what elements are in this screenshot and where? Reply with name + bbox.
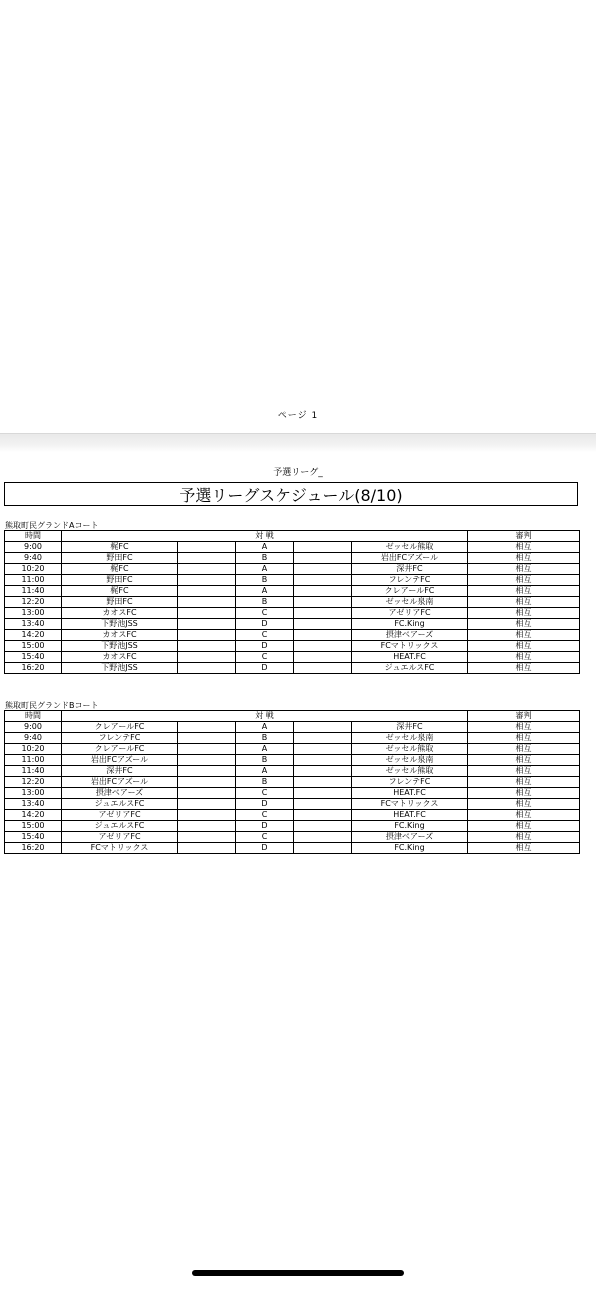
away-team: 深井FC [352,722,468,733]
match-time: 13:00 [5,788,62,799]
spacer-cell [178,608,236,619]
referee: 相互 [468,608,580,619]
home-team: 野田FC [62,575,178,586]
spacer-cell [178,641,236,652]
spacer-cell [294,744,352,755]
spacer-cell [294,843,352,854]
spacer-cell [178,663,236,674]
court-b-schedule-table [4,710,580,854]
away-team: ゼッセル熊取 [352,766,468,777]
away-team: 岩出FCアズール [352,553,468,564]
away-team: FCマトリックス [352,641,468,652]
group-label: A [236,564,294,575]
away-team: フレンテFC [352,575,468,586]
match-time: 10:20 [5,564,62,575]
match-time: 13:00 [5,608,62,619]
away-team: HEAT.FC [352,788,468,799]
referee: 相互 [468,766,580,777]
match-time: 14:20 [5,630,62,641]
group-label: B [236,553,294,564]
referee: 相互 [468,553,580,564]
away-team: ゼッセル泉南 [352,597,468,608]
group-label: B [236,575,294,586]
spacer-cell [294,586,352,597]
match-time: 11:40 [5,586,62,597]
schedule-title-box [4,482,578,506]
home-team: ジュエルスFC [62,821,178,832]
home-team: ジュエルスFC [62,799,178,810]
group-label: D [236,663,294,674]
group-label: C [236,630,294,641]
referee: 相互 [468,630,580,641]
table-row [5,542,580,553]
match-time: 9:00 [5,542,62,553]
spacer-cell [178,777,236,788]
schedule-title: 予選リーグスケジュール(8/10) [179,485,403,505]
home-team: 深井FC [62,766,178,777]
spacer-cell [294,777,352,788]
spacer-cell [294,641,352,652]
home-team: フレンテFC [62,733,178,744]
spacer-cell [294,597,352,608]
group-label: A [236,744,294,755]
group-label: C [236,832,294,843]
away-team: ゼッセル熊取 [352,744,468,755]
spacer-cell [178,564,236,575]
table-row [5,608,580,619]
referee: 相互 [468,733,580,744]
match-time: 9:00 [5,722,62,733]
match-header: 対 戦 [62,711,468,722]
home-team: FCマトリックス [62,843,178,854]
referee-header: 審判 [468,711,580,722]
spacer-cell [294,542,352,553]
group-label: C [236,810,294,821]
group-label: A [236,542,294,553]
table-row [5,733,580,744]
header-row [5,531,580,542]
table-row [5,799,580,810]
group-label: C [236,652,294,663]
table-row [5,663,580,674]
home-team: カオスFC [62,652,178,663]
spacer-cell [178,832,236,843]
match-time: 11:00 [5,575,62,586]
group-label: C [236,608,294,619]
match-time: 15:40 [5,652,62,663]
table-row [5,641,580,652]
table-row [5,564,580,575]
spacer-cell [294,810,352,821]
spacer-cell [178,722,236,733]
spacer-cell [178,766,236,777]
spacer-cell [294,821,352,832]
referee: 相互 [468,810,580,821]
away-team: クレアールFC [352,586,468,597]
match-time: 9:40 [5,733,62,744]
match-time: 11:00 [5,755,62,766]
home-team: 梶FC [62,564,178,575]
table-row [5,755,580,766]
spacer-cell [178,586,236,597]
header-row [5,711,580,722]
referee: 相互 [468,652,580,663]
table-row [5,821,580,832]
group-label: D [236,619,294,630]
match-time: 12:20 [5,777,62,788]
match-time: 11:40 [5,766,62,777]
away-team: 摂津ベアーズ [352,832,468,843]
court-a-schedule-table [4,530,580,674]
away-team: フレンテFC [352,777,468,788]
home-team: 下野池JSS [62,619,178,630]
referee: 相互 [468,597,580,608]
group-label: B [236,755,294,766]
table-row [5,586,580,597]
page-number-label: ページ 1 [277,411,319,421]
table-row [5,744,580,755]
spacer-cell [294,663,352,674]
home-team: クレアールFC [62,722,178,733]
sheet-heading: 予選リーグ_ [273,468,323,478]
group-label: D [236,843,294,854]
table-row [5,652,580,663]
match-time: 14:20 [5,810,62,821]
away-team: ジュエルスFC [352,663,468,674]
referee: 相互 [468,722,580,733]
home-indicator[interactable] [192,1270,404,1276]
home-team: 摂津ベアーズ [62,788,178,799]
table-row [5,832,580,843]
away-team: ゼッセル熊取 [352,542,468,553]
spacer-cell [294,652,352,663]
table-row [5,619,580,630]
referee: 相互 [468,843,580,854]
referee: 相互 [468,821,580,832]
match-time: 16:20 [5,663,62,674]
match-time: 10:20 [5,744,62,755]
spacer-cell [294,788,352,799]
away-team: FC.King [352,843,468,854]
table-row [5,575,580,586]
home-team: 岩出FCアズール [62,777,178,788]
spacer-cell [294,733,352,744]
table-row [5,630,580,641]
spacer-cell [294,832,352,843]
referee: 相互 [468,641,580,652]
home-team: 岩出FCアズール [62,755,178,766]
court-a-label: 熊取町民グランドAコート [5,521,99,530]
match-time: 15:40 [5,832,62,843]
away-team: 摂津ベアーズ [352,630,468,641]
spacer-cell [294,799,352,810]
away-team: FC.King [352,821,468,832]
spacer-cell [294,619,352,630]
spacer-cell [178,843,236,854]
home-team: アゼリアFC [62,832,178,843]
home-team: クレアールFC [62,744,178,755]
referee: 相互 [468,744,580,755]
away-team: 深井FC [352,564,468,575]
away-team: HEAT.FC [352,652,468,663]
home-team: アゼリアFC [62,810,178,821]
home-team: 野田FC [62,597,178,608]
home-team: 梶FC [62,542,178,553]
away-team: ゼッセル泉南 [352,755,468,766]
spacer-cell [178,575,236,586]
group-label: B [236,733,294,744]
referee: 相互 [468,755,580,766]
home-team: 下野池JSS [62,663,178,674]
spacer-cell [178,821,236,832]
away-team: FC.King [352,619,468,630]
spacer-cell [178,799,236,810]
referee-header: 審判 [468,531,580,542]
table-row [5,843,580,854]
referee: 相互 [468,619,580,630]
match-time: 13:40 [5,799,62,810]
referee: 相互 [468,663,580,674]
table-row [5,777,580,788]
referee: 相互 [468,564,580,575]
table-row [5,597,580,608]
court-b-label: 熊取町民グランドBコート [5,701,99,710]
group-label: D [236,799,294,810]
spacer-cell [178,619,236,630]
spacer-cell [294,630,352,641]
page-separator [0,433,596,452]
away-team: ゼッセル泉南 [352,733,468,744]
referee: 相互 [468,799,580,810]
spacer-cell [178,630,236,641]
group-label: A [236,586,294,597]
match-time: 12:20 [5,597,62,608]
referee: 相互 [468,832,580,843]
referee: 相互 [468,575,580,586]
home-team: カオスFC [62,630,178,641]
table-row [5,553,580,564]
group-label: A [236,722,294,733]
spacer-cell [294,755,352,766]
group-label: D [236,821,294,832]
match-time: 15:00 [5,821,62,832]
spacer-cell [178,542,236,553]
referee: 相互 [468,542,580,553]
away-team: FCマトリックス [352,799,468,810]
home-team: 梶FC [62,586,178,597]
referee: 相互 [468,586,580,597]
spacer-cell [178,652,236,663]
away-team: HEAT.FC [352,810,468,821]
group-label: C [236,788,294,799]
match-header: 対 戦 [62,531,468,542]
time-header: 時間 [5,531,62,542]
spacer-cell [294,564,352,575]
match-time: 16:20 [5,843,62,854]
match-time: 13:40 [5,619,62,630]
spacer-cell [178,553,236,564]
spacer-cell [178,597,236,608]
home-team: カオスFC [62,608,178,619]
spacer-cell [294,553,352,564]
spacer-cell [294,766,352,777]
group-label: A [236,766,294,777]
home-team: 下野池JSS [62,641,178,652]
away-team: アゼリアFC [352,608,468,619]
spacer-cell [294,722,352,733]
spacer-cell [178,810,236,821]
group-label: D [236,641,294,652]
referee: 相互 [468,788,580,799]
group-label: B [236,777,294,788]
spacer-cell [294,608,352,619]
home-team: 野田FC [62,553,178,564]
referee: 相互 [468,777,580,788]
spacer-cell [178,755,236,766]
match-time: 9:40 [5,553,62,564]
match-time: 15:00 [5,641,62,652]
spacer-cell [294,575,352,586]
table-row [5,766,580,777]
spacer-cell [178,733,236,744]
table-row [5,722,580,733]
table-row [5,810,580,821]
time-header: 時間 [5,711,62,722]
spacer-cell [178,744,236,755]
spacer-cell [178,788,236,799]
table-row [5,788,580,799]
group-label: B [236,597,294,608]
